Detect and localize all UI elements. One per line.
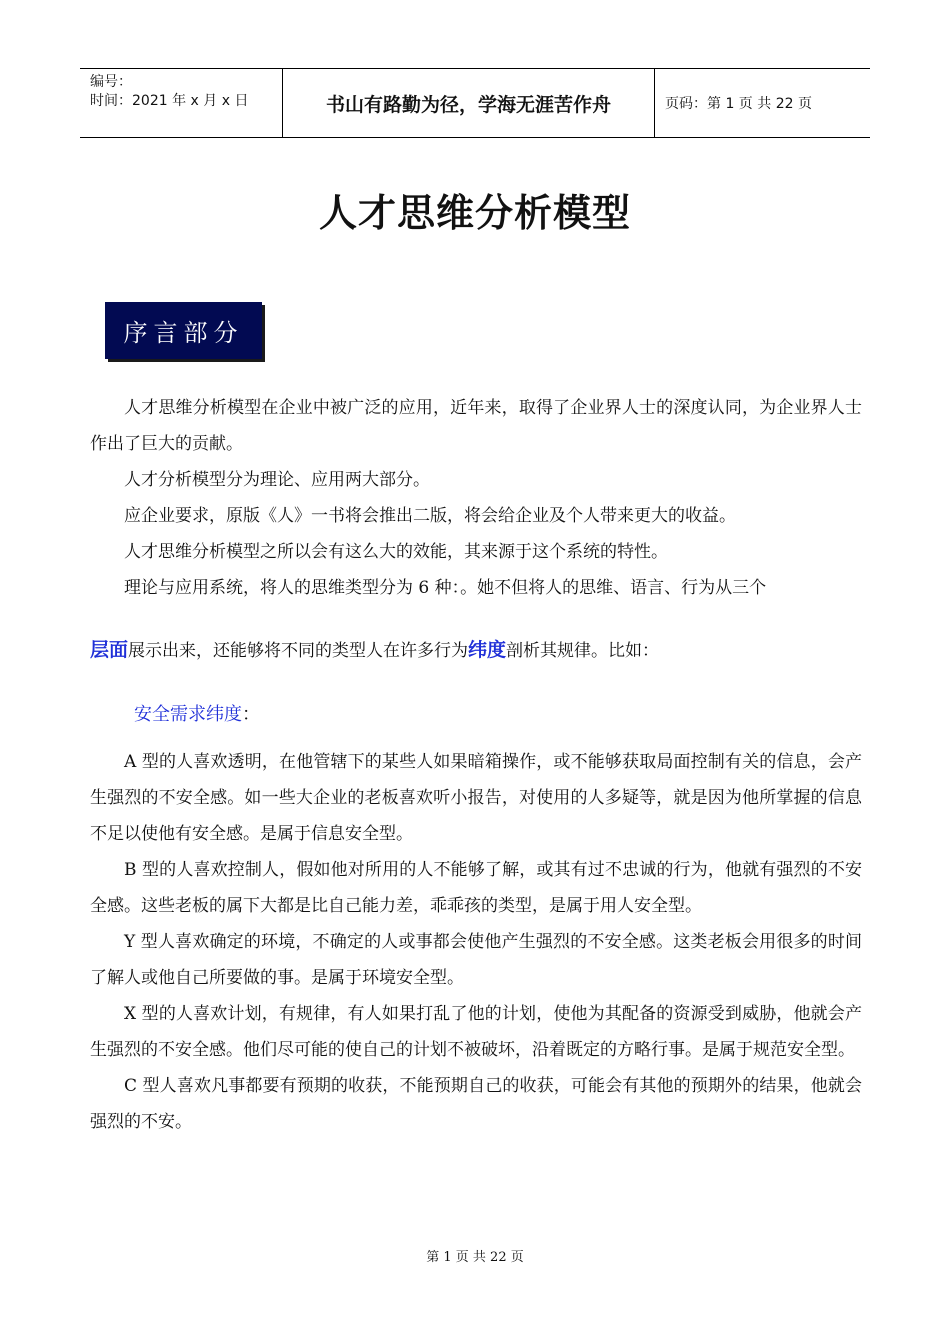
types-block (90, 744, 862, 1140)
subheading-security (134, 700, 260, 726)
intro-paragraph-2: 人才分析模型分为理论、应用两大部分。 (124, 470, 430, 490)
intro-paragraph-1: 人才思维分析模型在企业中被广泛的应用，近年来，取得了企业界人士的深度认同，为企业界人士作出了巨大的贡献。 (90, 398, 862, 454)
type-b-paragraph: B 型的人喜欢控制人，假如他对所用的人不能够了解，或其有过不忠诚的行为，他就有强烈的不安全感。这些老板的属下大都是比自己能力差，乖乖孩的类型，是属于用人安全型。 (90, 860, 862, 916)
intro-paragraph-3: 应企业要求，原版《人》一书将会推出二版，将会给企业及个人带来更大的收益。 (124, 506, 736, 526)
header-motto: 书山有路勤为径，学海无涯苦作舟 (282, 69, 655, 137)
intro-paragraph-6 (90, 632, 862, 669)
intro-paragraph-6-end: 剖析其规律。比如： (506, 641, 660, 661)
type-x-paragraph: X 型的人喜欢计划，有规律，有人如果打乱了他的计划，使他为其配备的资源受到威胁，他就会产生强烈的不安全感。他们尽可能的使自己的计划不被破坏，沿着既定的方略行事。是属于规范安全型。 (90, 1004, 862, 1060)
section-label-box (105, 302, 262, 359)
subheading-colon: ： (242, 704, 260, 725)
intro-paragraph-5: 理论与应用系统，将人的思维类型分为 6 种：。她不但将人的思维、语言、行为从三个 (124, 578, 767, 598)
intro-block (90, 390, 862, 606)
page-footer: 第 1 页 共 22 页 (426, 1250, 524, 1265)
emphasis-layer: 层面 (90, 639, 129, 661)
page-header (80, 68, 870, 138)
document-title: 人才思维分析模型 (318, 191, 631, 235)
intro-paragraph-4: 人才思维分析模型之所以会有这么大的效能，其来源于这个系统的特性。 (124, 542, 668, 562)
document-date: 时间：2021 年 x 月 x 日 (90, 93, 249, 109)
type-c-paragraph: C 型人喜欢凡事都要有预期的收获，不能预期自己的收获，可能会有其他的预期外的结果，他就会强烈的不安。 (90, 1076, 862, 1132)
type-a-paragraph: A 型的人喜欢透明，在他管辖下的某些人如果暗箱操作，或不能够获取局面控制有关的信息，会产生强烈的不安全感。如一些大企业的老板喜欢听小报告，对使用的人多疑等，就是因为他所掌握的信息不足以使他有安全感。是属于信息安全型。 (90, 752, 862, 844)
subheading-text: 安全需求纬度 (134, 704, 242, 725)
type-y-paragraph: Y 型人喜欢确定的环境，不确定的人或事都会使他产生强烈的不安全感。这类老板会用很多的时间了解人或他自己所要做的事。是属于环境安全型。 (90, 932, 862, 988)
emphasis-dimension: 纬度 (468, 639, 507, 661)
section-label: 序言部分 (123, 319, 244, 347)
intro-paragraph-6-mid: 展示出来，还能够将不同的类型人在许多行为 (128, 641, 469, 661)
header-page-info: 页码：第 1 页 共 22 页 (665, 96, 812, 112)
header-meta (80, 69, 282, 137)
document-number-label: 编号： (90, 74, 132, 90)
